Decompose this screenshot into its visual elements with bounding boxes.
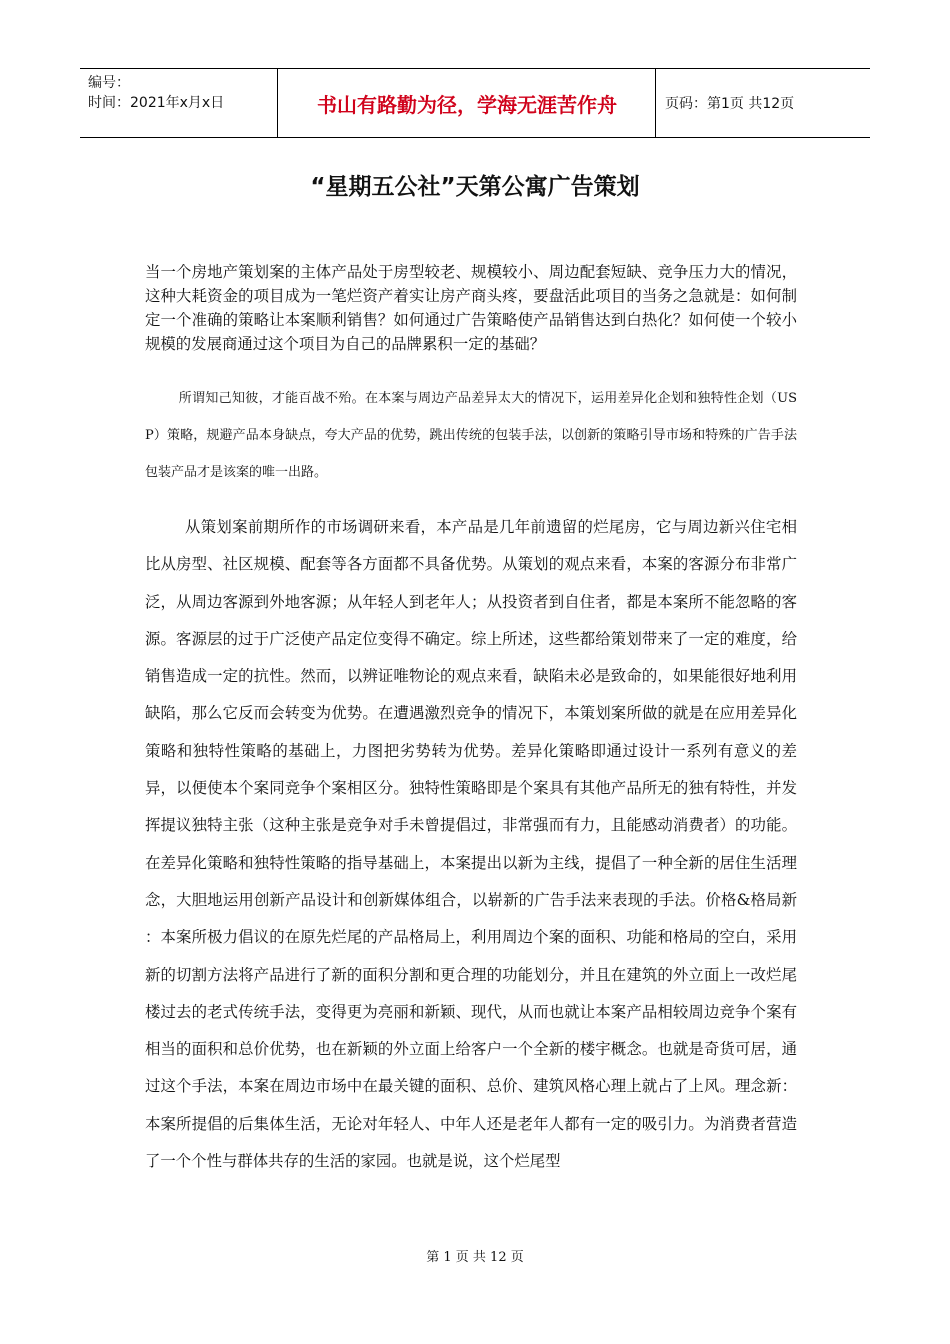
- header-page-info: 页码：第1页 共12页: [665, 96, 795, 112]
- document-header: [80, 68, 870, 138]
- header-motto: 书山有路勤为径，学海无涯苦作舟: [279, 69, 656, 137]
- header-number-label: 编号：: [88, 75, 130, 91]
- header-meta-cell: [80, 69, 278, 137]
- paragraph-intro: 当一个房地产策划案的主体产品处于房型较老、规模较小、周边配套短缺、竞争压力大的情况，这种大耗资金的项目成为一笔烂资产着实让房产商头疼，要盘活此项目的当务之急就是：如何制定一个准确的策略让本案顺利销售？如何通过广告策略使产品销售达到白热化？如何使一个较小规模的发展商通过这个项目为自己的品牌累积一定的基础？: [145, 263, 797, 353]
- document-title: “星期五公社”天第公寓广告策划: [310, 174, 640, 200]
- page-footer: 第 1 页 共 12 页: [426, 1250, 524, 1265]
- paragraph-strategy: 所谓知己知彼，才能百战不殆。在本案与周边产品差异太大的情况下，运用差异化企划和独特性企划（USP）策略，规避产品本身缺点，夸大产品的优势，跳出传统的包装手法，以创新的策略引导市场和特殊的广告手法包装产品才是该案的唯一出路。: [145, 391, 797, 480]
- paragraph-analysis: 从策划案前期所作的市场调研来看，本产品是几年前遗留的烂尾房，它与周边新兴住宅相比从房型、社区规模、配套等各方面都不具备优势。从策划的观点来看，本案的客源分布非常广泛，从周边客源到外地客源；从年轻人到老年人；从投资者到自住者，都是本案所不能忽略的客源。客源层的过于广泛使产品定位变得不确定。综上所述，这些都给策划带来了一定的难度，给销售造成一定的抗性。然而，以辨证唯物论的观点来看，缺陷未必是致命的，如果能很好地利用缺陷，那么它反而会转变为优势。在遭遇激烈竞争的情况下，本策划案所做的就是在应用差异化策略和独特性策略的基础上，力图把劣势转为优势。差异化策略即通过设计一系列有意义的差异，以便使本个案同竞争个案相区分。独特性策略即是个案具有其他产品所无的独有特性，并发挥提议独特主张（这种主张是竞争对手未曾提倡过，非常强而有力，且能感动消费者）的功能。在差异化策略和独特性策略的指导基础上，本案提出以新为主线，提倡了一种全新的居住生活理念，大胆地运用创新产品设计和创新媒体组合，以崭新的广告手法来表现的手法。价格&格局新 ：本案所极力倡议的在原先烂尾的产品格局上，利用周边个案的面积、功能和格局的空白，采用新的切割方法将产品进行了新的面积分割和更合理的功能划分，并且在建筑的外立面上一改烂尾楼过去的老式传统手法，变得更为亮丽和新颖、现代，从而也就让本案产品相较周边竞争个案有相当的面积和总价优势，也在新颖的外立面上给客户一个全新的楼宇概念。也就是奇货可居，通过这个手法，本案在周边市场中在最关键的面积、总价、建筑风格心理上就占了上风。理念新：本案所提倡的后集体生活，无论对年轻人、中年人还是老年人都有一定的吸引力。为消费者营造了一个个性与群体共存的生活的家园。也就是说，这个烂尾型: [145, 518, 797, 1171]
- header-time-label: 时间：2021年x月x日: [88, 95, 225, 111]
